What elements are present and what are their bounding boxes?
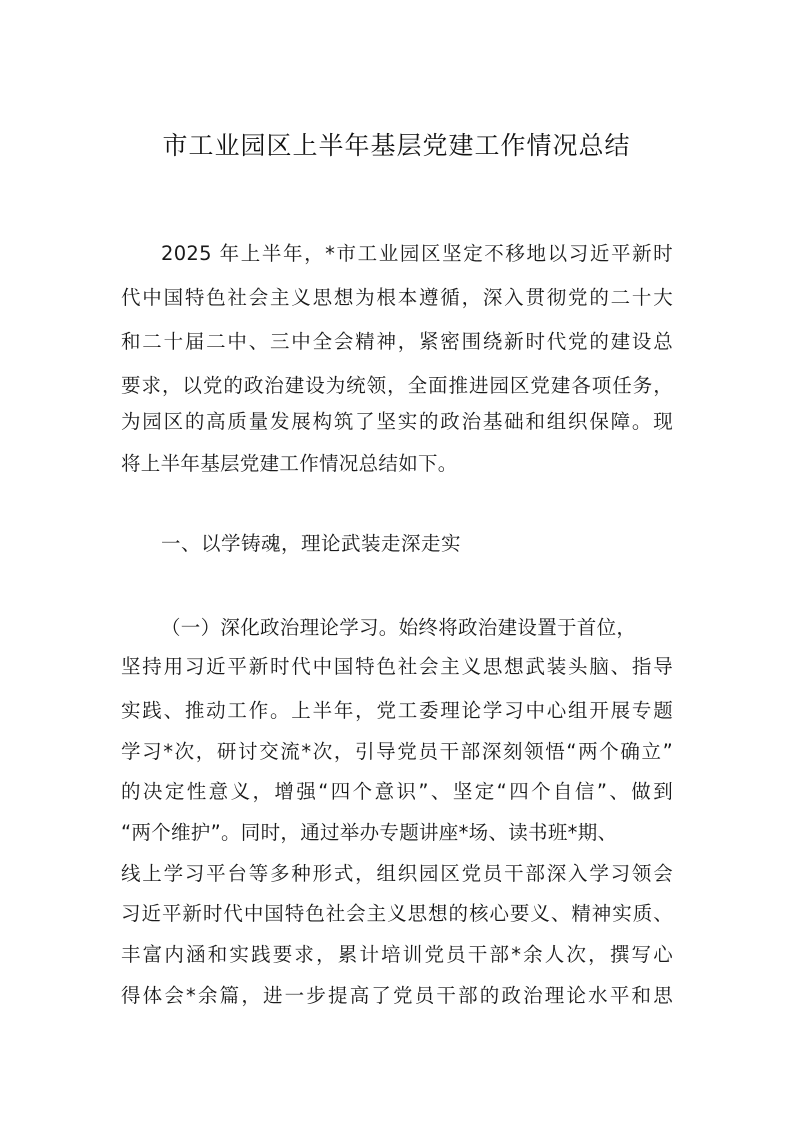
paragraph-line: “两个维护”。同时，通过举办专题讲座*场、读书班*期、 (121, 821, 618, 844)
document-title: 市工业园区上半年基层党建工作情况总结 (162, 131, 631, 160)
paragraph-line: 将上半年基层党建工作情况总结如下。 (121, 452, 458, 475)
paragraph-line: 的决定性意义，增强“四个意识”、坚定“四个自信”、做到 (121, 780, 673, 803)
section-heading: 一、以学铸魂，理论武装走深走实 (161, 532, 462, 555)
paragraph-line: 得体会*余篇，进一步提高了党员干部的政治理论水平和思 (121, 984, 673, 1007)
paragraph-line: 为园区的高质量发展构筑了坚实的政治基础和组织保障。现 (121, 410, 673, 433)
paragraph-line: 2025 年上半年，*市工业园区坚定不移地以习近平新时 (161, 242, 673, 265)
paragraph-line: 学习*次，研讨交流*次，引导党员干部深刻领悟“两个确立” (121, 740, 673, 763)
paragraph-line: 代中国特色社会主义思想为根本遵循，深入贯彻党的二十大 (121, 286, 673, 309)
paragraph-line: 习近平新时代中国特色社会主义思想的核心要义、精神实质、 (121, 902, 673, 925)
paragraph-line: 坚持用习近平新时代中国特色社会主义思想武装头脑、指导 (121, 655, 673, 678)
paragraph-line: 丰富内涵和实践要求，累计培训党员干部*余人次，撰写心 (121, 943, 673, 966)
paragraph-line: 实践、推动工作。上半年，党工委理论学习中心组开展专题 (121, 699, 673, 722)
paragraph-line: 线上学习平台等多种形式，组织园区党员干部深入学习领会 (121, 862, 673, 885)
paragraph-line: 和二十届二中、三中全会精神，紧密围绕新时代党的建设总 (121, 330, 673, 353)
paragraph-line: 要求，以党的政治建设为统领，全面推进园区党建各项任务， (121, 374, 673, 397)
paragraph-line: （一）深化政治理论学习。始终将政治建设置于首位， (161, 616, 637, 639)
